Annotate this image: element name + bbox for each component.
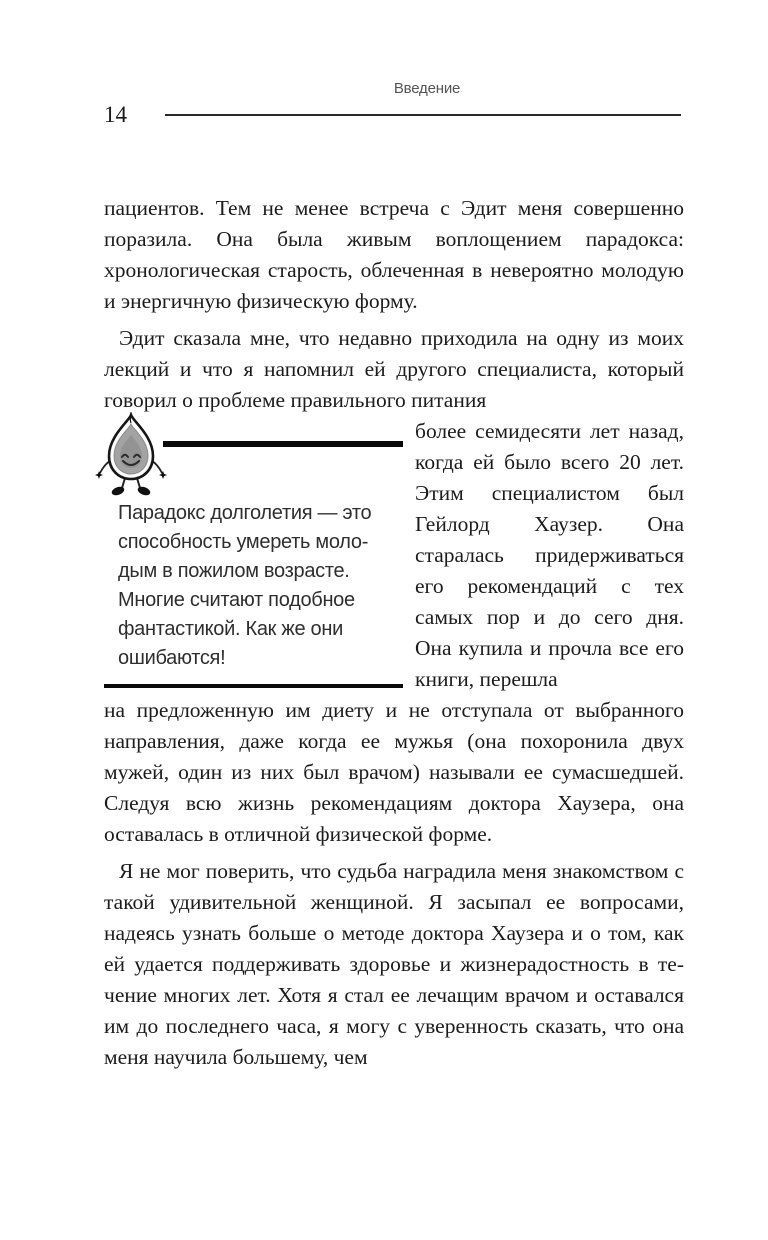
paragraph-continuation: на предложенную им диету и не отступала от выбранного направления, даже когда ее мужья (она похоронила двух мужей, один из них был врачом) называли ее сумасшедшей. Следуя всю жизнь рекомендациям доктора Хаузера, она оставалась в отличной физической форме. (104, 698, 684, 846)
page-number: 14 (104, 102, 127, 127)
page-content (104, 80, 684, 1073)
callout-rule-top (163, 441, 403, 447)
wrapped-column-text: более семидесяти лет назад, когда ей было всего 20 лет. Этим специалистом был Гейлорд Хаузер. Она старалась придерживаться его рекомендаций с тех самых пор и до сего дня. Она купила и прочла все его книги, перешла (415, 419, 684, 691)
callout-text: Парадокс долголетия — это способность умереть молодым в пожилом возрасте. Многие считают подобное фантастикой. Как же они ошибаются! (118, 502, 372, 669)
header-rule (165, 114, 681, 116)
fig-mascot-icon (95, 412, 167, 498)
paragraph: Эдит сказала мне, что недавно приходила на одну из моих лекций и что я напомнил ей другого специалиста, который говорил о проблеме правильного питания (104, 326, 684, 412)
running-head: Введение (393, 80, 461, 97)
callout-rule-bottom (104, 684, 403, 688)
callout-wrap-row (104, 416, 684, 695)
paragraph-continued: пациентов. Тем не менее встреча с Эдит меня совершенно поразила. Она была живым воплощением парадокса: хронологическая старость, облеченная в невероятно молодую и энергичную физическую форму. (104, 196, 684, 313)
callout-box (95, 416, 403, 695)
page-number-row (104, 102, 684, 128)
paragraph: Я не мог поверить, что судьба наградила меня знакомством с такой удивительной женщиной. Я засыпал ее вопросами, надеясь узнать больше о методе доктора Хаузера и о том, как ей удается поддерживать здоровье и жизнерадостность в течение многих лет. Хотя я стал ее лечащим врачом и оставался им до последнего часа, я могу с уверенность сказать, что она меня научила большему, чем (104, 859, 684, 1069)
